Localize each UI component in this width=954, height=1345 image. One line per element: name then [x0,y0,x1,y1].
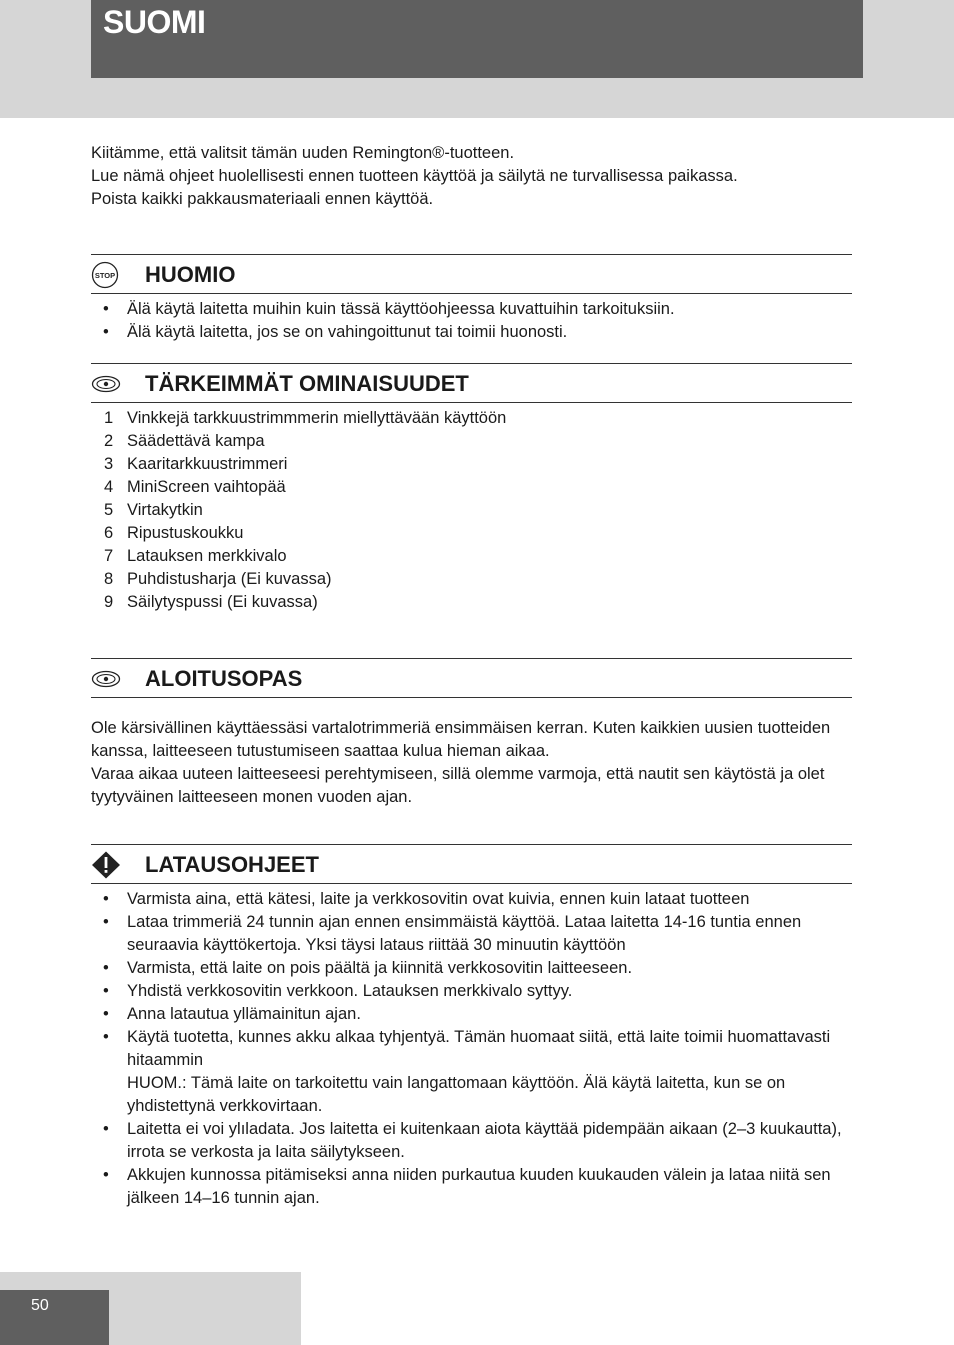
charging-list [91,888,853,1210]
stop-icon [91,261,121,289]
list-item: 5 Virtakytkin [104,501,203,519]
list-item: 7 Latauksen merkkivalo [104,547,287,565]
warning-diamond-icon [91,851,121,879]
section-header-features [91,363,852,403]
bullet: • [103,913,109,931]
list-item: • Älä käytä laitetta, jos se on vahingoittunut tai toimii huonosti. [91,321,853,344]
bullet: • [103,1166,109,1184]
intro-line: Poista kaikki pakkausmateriaali ennen käyttöä. [91,190,434,208]
list-item: • Anna latautua yllämainitun ajan. [91,1003,853,1026]
title-bar [91,0,863,78]
bullet: • [103,982,109,1000]
bullet: • [103,959,109,977]
list-item: 9 Säilytyspussi (Ei kuvassa) [104,593,318,611]
guide-paragraph: Varaa aikaa uuteen laitteeseesi perehtymiseen, sillä olemme varmoja, että nautit sen käytöstä ja olet tyytyväinen laitteeseen monen vuoden ajan. [91,765,825,806]
section-title: LATAUSOHJEET [145,852,319,877]
features-list [91,407,853,614]
list-item: • Käytä tuotetta, kunnes akku alkaa tyhjentyä. Tämän huomaat siitä, että laite toimii huomattavasti hitaammin HUOM.: Tämä laite on tarkoitettu vain langattomaan käyttöön. Älä käytä laitetta, kun se on yhdistettynä verkkovirtaan. [91,1026,853,1118]
list-item: • Laitetta ei voi ylıladata. Jos laitetta ei kuitenkaan aiota käyttää pidempään aikaan (2–3 kuukautta), irrota se verkosta ja laita säilytykseen. [103,1120,842,1161]
page-number: 50 [31,1297,49,1314]
intro-line: Lue nämä ohjeet huolellisesti ennen tuotteen käyttöä ja säilytä ne turvallisessa paikassa. [91,167,738,185]
bullet: • [103,1005,109,1023]
list-item: 1 Vinkkejä tarkkuustrimmmerin miellyttävään käyttöön [104,409,507,427]
list-item: 4 MiniScreen vaihtopää [104,478,286,496]
list-item: 8 Puhdistusharja (Ei kuvassa) [104,570,332,588]
intro-text [91,142,738,211]
eye-icon [91,665,121,693]
svg-text:STOP: STOP [94,270,116,280]
section-title: HUOMIO [145,262,236,287]
list-item: • Lataa trimmeriä 24 tunnin ajan ennen ensimmäistä käyttöä. Lataa laitetta 14-16 tuntia ennen seuraavia käyttökertoja. Yksi täysi lataus riittää 30 minuutin käyttöön [103,913,802,954]
list-item: • Varmista aina, että kätesi, laite ja verkkosovitin ovat kuivia, ennen kuin lataat tuotteen [91,888,853,911]
section-header-huomio [91,254,852,294]
section-title: ALOITUSOPAS [145,666,303,691]
bullet: • [103,300,109,318]
page-title: SUOMI [103,4,206,40]
list-item: 3 Kaaritarkkuustrimmeri [104,455,288,473]
intro-line: Kiitämme, että valitsit tämän uuden Remington®-tuotteen. [91,144,515,162]
note-text: HUOM.: Tämä laite on tarkoitettu vain langattomaan käyttöön. Älä käytä laitetta, kun se on yhdistettynä verkkovirtaan. [127,1074,786,1115]
bullet: • [103,1120,109,1138]
section-header-guide [91,658,852,698]
section-title: TÄRKEIMMÄT OMINAISUUDET [145,371,469,396]
guide-paragraph: Ole kärsivällinen käyttäessäsi vartalotrimmeriä ensimmäisen kerran. Kuten kaikkien uusien tuotteiden kanssa, laitteeseen tutustumiseen saattaa kulua hieman aikaa. [91,719,831,760]
list-item: 2 Säädettävä kampa [104,432,265,450]
bullet: • [103,323,109,341]
list-item: • Yhdistä verkkosovitin verkkoon. Latauksen merkkivalo syttyy. [91,980,853,1003]
eye-icon [91,370,121,398]
section-header-charging [91,844,852,884]
bullet: • [103,890,109,908]
page-number-box [0,1290,109,1345]
guide-text [91,717,853,809]
list-item: 6 Ripustuskoukku [104,524,244,542]
huomio-list [91,298,853,344]
list-item: • Älä käytä laitetta muihin kuin tässä käyttöohjeessa kuvattuihin tarkoituksiin. [91,298,853,321]
list-item: • Akkujen kunnossa pitämiseksi anna niiden purkautua kuuden kuukauden välein ja lataa niitä sen jälkeen 14–16 tunnin ajan. [103,1166,831,1207]
bullet: • [103,1028,109,1046]
list-item: • Varmista, että laite on pois päältä ja kiinnitä verkkosovitin laitteeseen. [91,957,853,980]
